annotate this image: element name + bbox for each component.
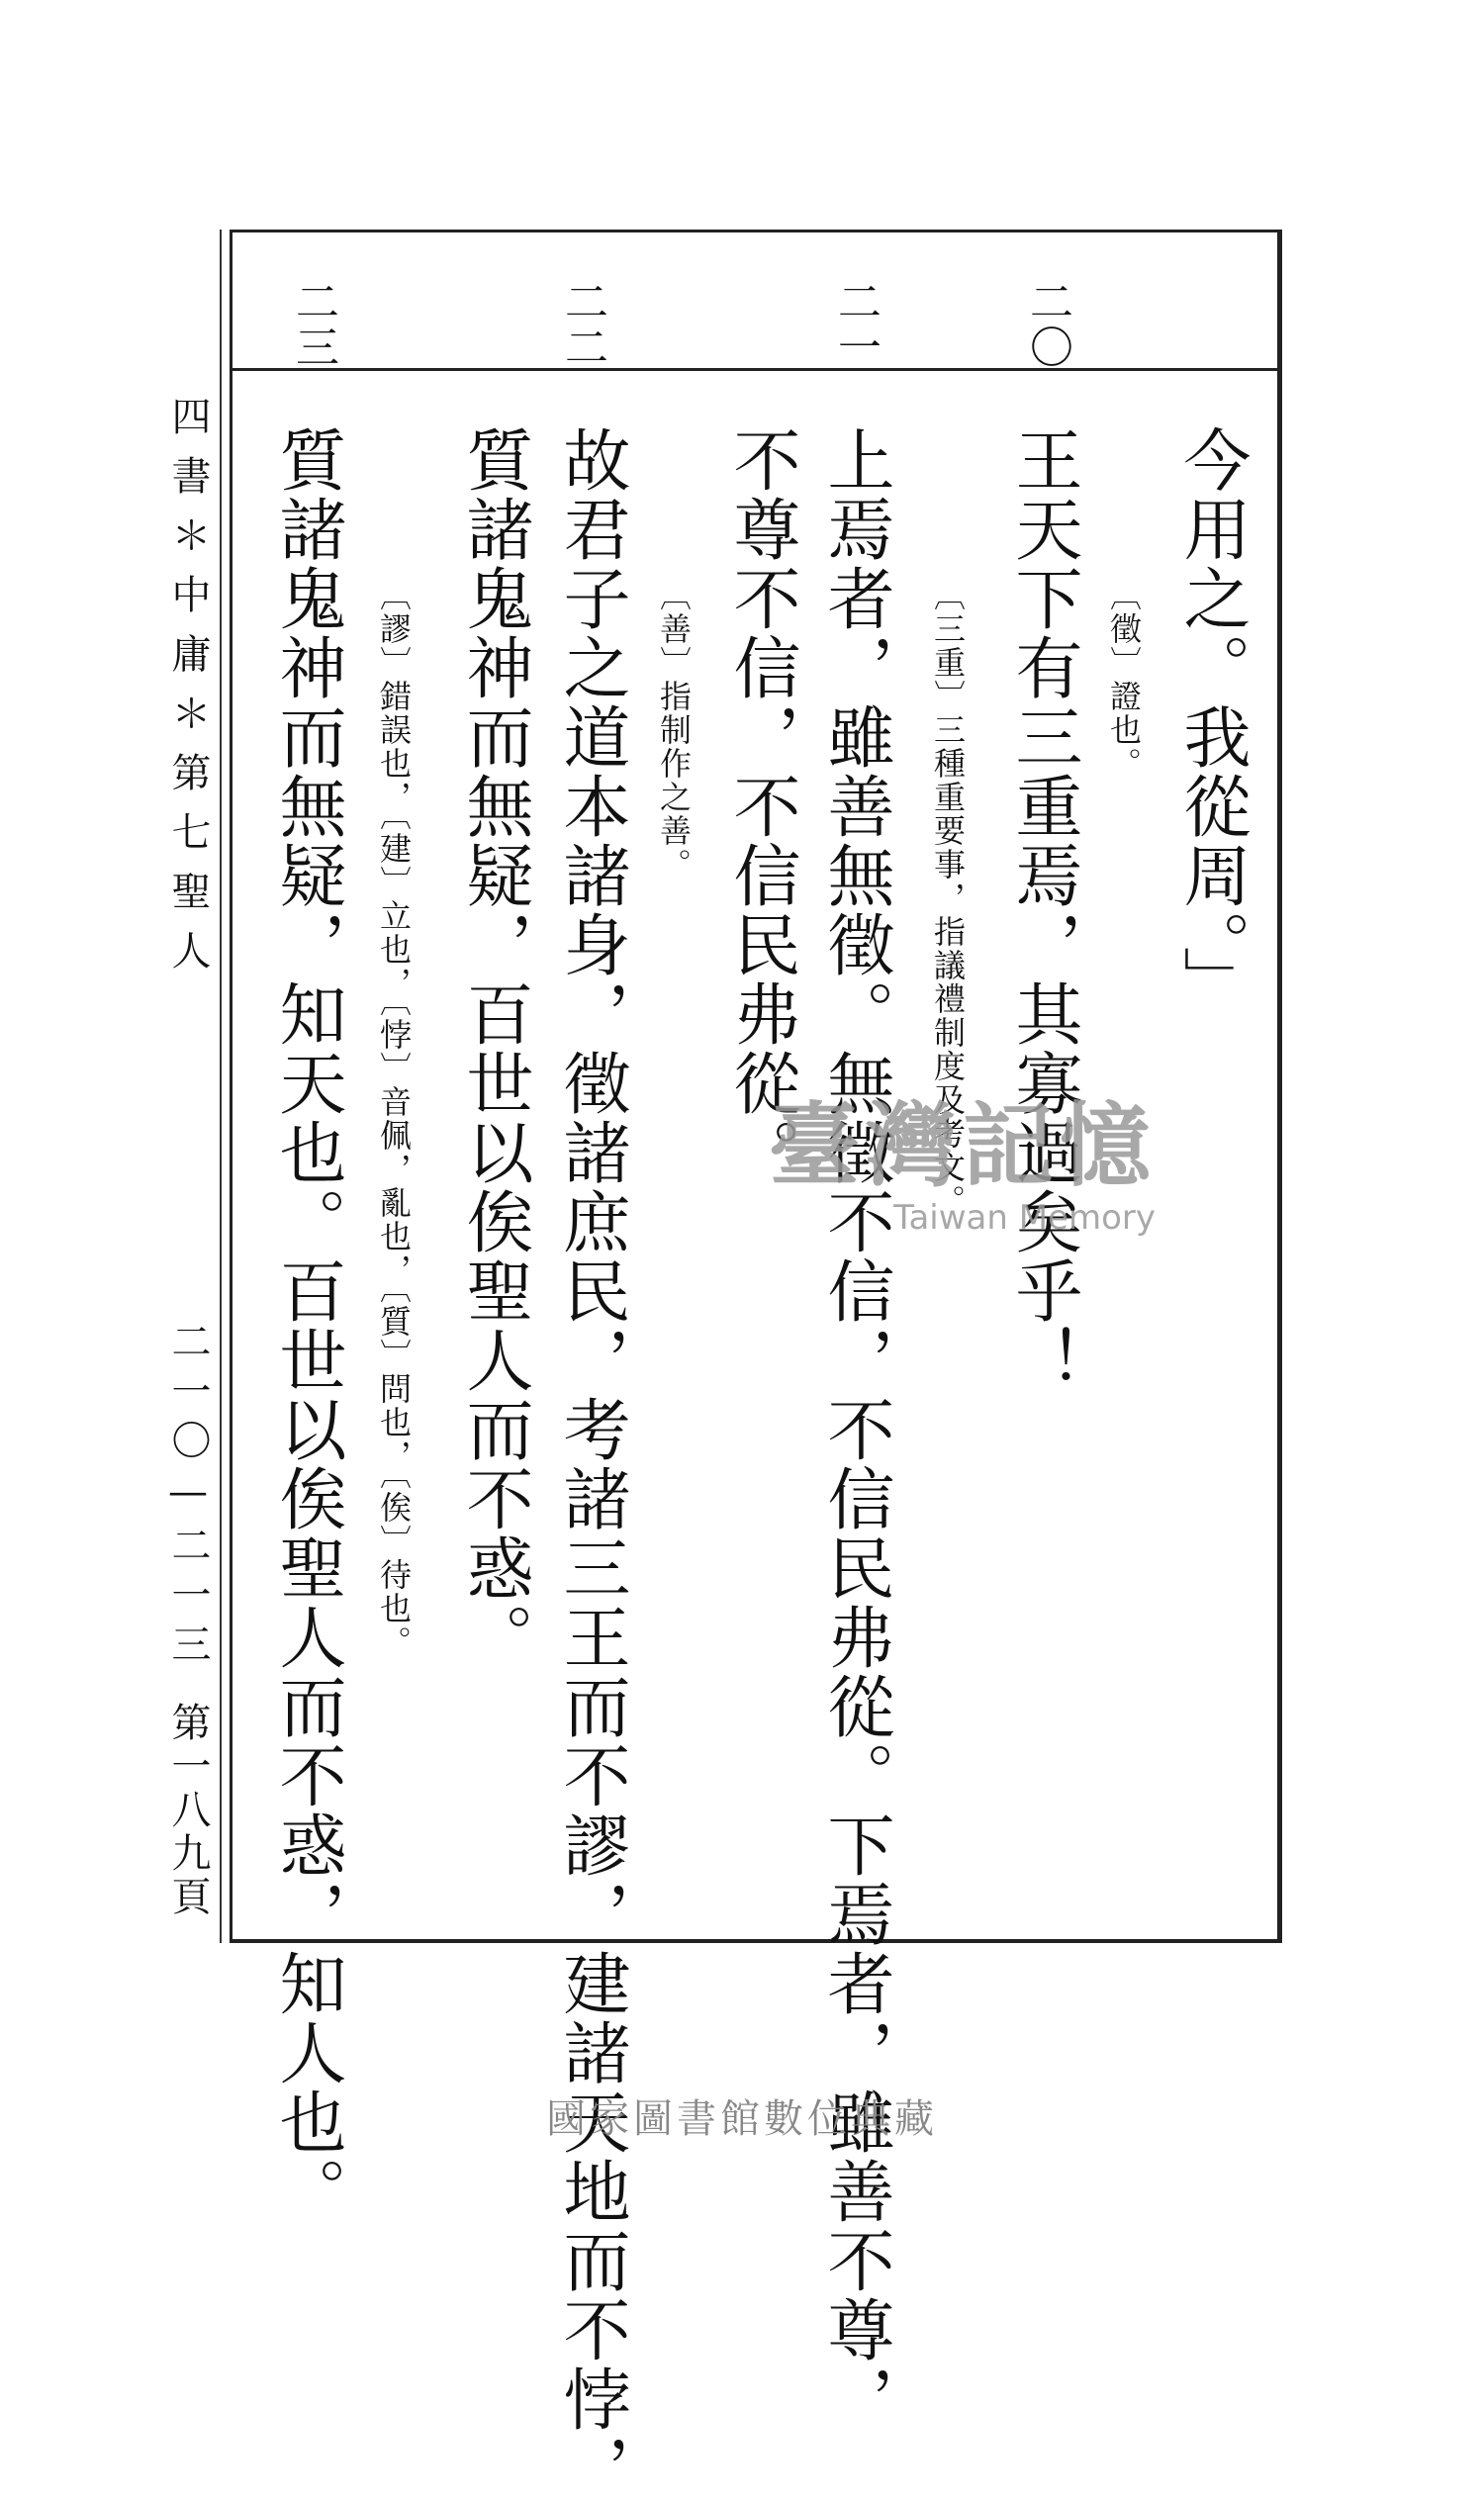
section-number-22: 二二	[557, 279, 607, 370]
annotation-column: 〔三重〕三種重要事，指議禮制度及考文。	[929, 579, 967, 1218]
side-caption: 四書＊中庸＊第七聖人	[165, 396, 211, 989]
header-divider	[230, 368, 1282, 371]
text-column: 質諸鬼神而無疑，知天也。百世以俟聖人而不惑，知人也。	[268, 425, 346, 2226]
text-column: 不尊不信，不信民弗從。	[722, 425, 800, 1187]
side-range: 二一〇—二一三	[165, 1321, 211, 1673]
watermark-logo	[730, 1073, 1195, 1238]
text-column: 上焉者，雖善無徵。無徵不信，不信民弗從。下焉者，雖善不尊，	[816, 425, 894, 2434]
text-column: 故君子之道本諸身，徵諸庶民，考諸三王而不謬，建諸天地而不悖，	[552, 425, 630, 2503]
section-number-20: 二〇	[1022, 279, 1072, 370]
annotation-column: 〔徵〕證也。	[1105, 579, 1143, 781]
text-column: 質諸鬼神而無疑，百世以俟聖人而不惑。	[455, 425, 533, 1672]
page-number: 第一八九頁	[165, 1702, 211, 1919]
annotation-column: 〔謬〕錯誤也，〔建〕立也，〔悖〕音佩，亂也，〔質〕問也，〔俟〕待也。	[375, 579, 413, 1659]
section-number-21: 二一	[830, 279, 881, 370]
annotation-column: 〔善〕指制作之善。	[655, 579, 693, 881]
footer-credit: 國家圖書館數位典藏	[546, 2096, 938, 2142]
text-column: 王天下有三重焉，其寡過矣乎！	[1004, 425, 1082, 1395]
section-number-23: 二三	[288, 279, 338, 370]
text-column: 今用之。我從周。」	[1172, 425, 1251, 1015]
watermark-chinese: 臺灣記憶	[768, 1092, 1157, 1199]
outer-left-rule	[220, 230, 222, 1943]
watermark-english: Taiwan Memory	[893, 1198, 1156, 1238]
